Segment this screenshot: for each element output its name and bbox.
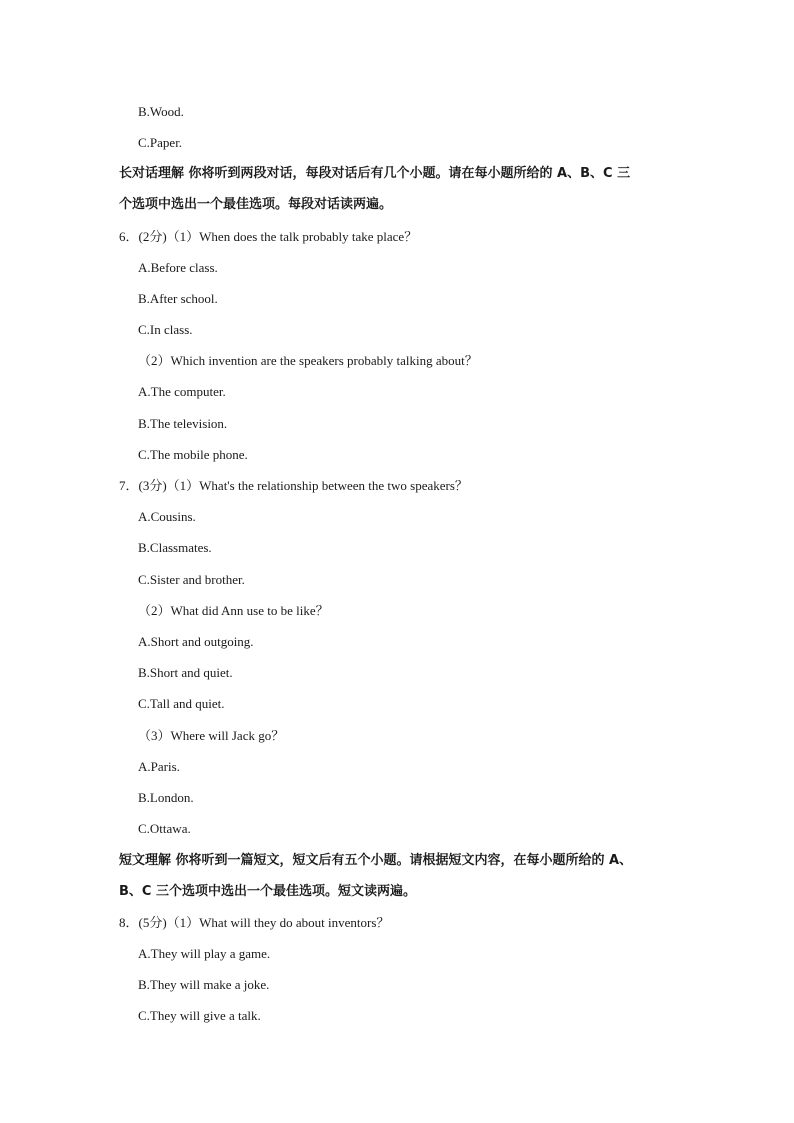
option-b: B.London. [138,790,194,805]
question-7-2: （2）What did Ann use to be like？ [138,603,329,618]
option-a: A.Paris. [138,759,180,774]
question-7-1: 7．(3分)（1）What's the relationship between the two speakers？ [119,478,468,493]
option-a: A.The computer. [138,384,226,399]
option-b: B.The television. [138,416,228,431]
section-instructions-long-dialogue-cont: 个选项中选出一个最佳选项。每段对话读两遍。 [119,197,393,212]
option-b: B.Short and quiet. [138,665,233,680]
option-a: A.Cousins. [138,509,196,524]
option-c: C.Tall and quiet. [138,696,225,711]
option-c: C.In class. [138,322,193,337]
question-8-1: 8．(5分)（1）What will they do about inventors？ [119,915,390,930]
option-c: C.The mobile phone. [138,447,248,462]
option-b-wood: B.Wood. [138,104,184,119]
section-instructions-passage: 短文理解 你将听到一篇短文，短文后有五个小题。请根据短文内容，在每小题所给的 A、 [119,853,633,868]
option-c: C.Sister and brother. [138,572,245,587]
option-b: B.Classmates. [138,540,212,555]
section-instructions-passage-cont: B、C 三个选项中选出一个最佳选项。短文读两遍。 [119,884,416,899]
question-7-3: （3）Where will Jack go？ [138,728,285,743]
option-a: A.Before class. [138,260,218,275]
section-instructions-long-dialogue: 长对话理解 你将听到两段对话，每段对话后有几个小题。请在每小题所给的 A、B、C 三 [119,166,631,181]
question-6-2: （2）Which invention are the speakers probably talking about？ [138,353,478,368]
option-a: A.Short and outgoing. [138,634,254,649]
option-a: A.They will play a game. [138,946,271,961]
option-c: C.They will give a talk. [138,1008,261,1023]
option-c-paper: C.Paper. [138,135,183,150]
question-6-1: 6．(2分)（1）When does the talk probably take place？ [119,229,418,244]
option-c: C.Ottawa. [138,821,191,836]
option-b: B.They will make a joke. [138,977,270,992]
option-b: B.After school. [138,291,218,306]
